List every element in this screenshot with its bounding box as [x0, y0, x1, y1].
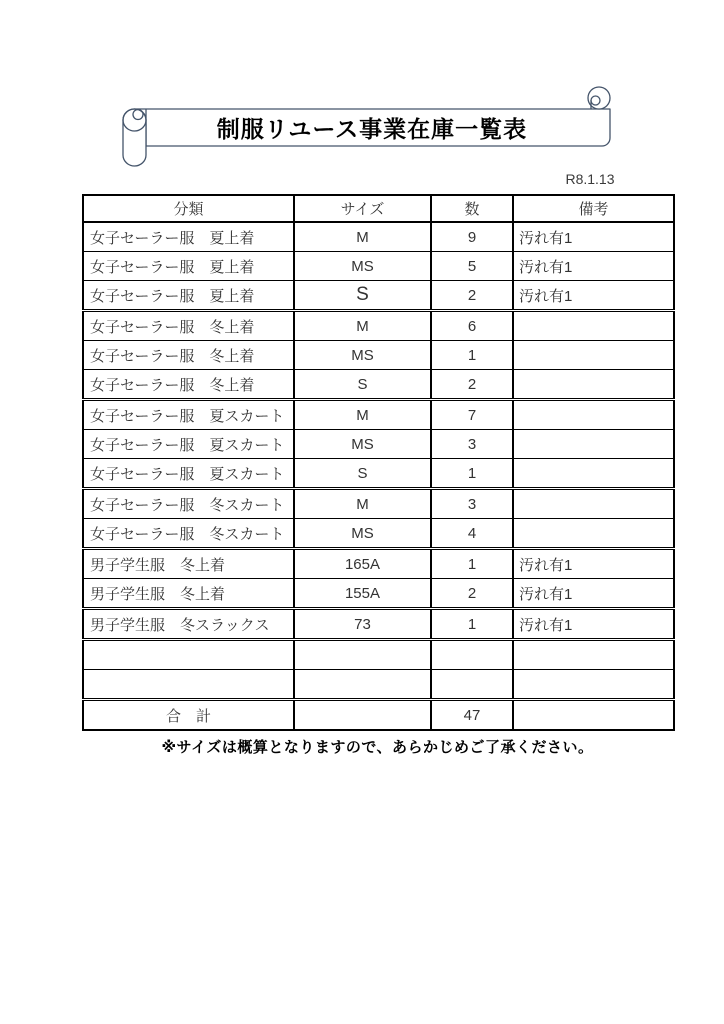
cell-size: M	[294, 489, 431, 519]
cell-category: 女子セーラー服 冬上着	[83, 370, 294, 400]
total-remark	[513, 700, 674, 731]
page-title: 制服リユース事業在庫一覧表	[216, 116, 528, 142]
header-category: 分類	[83, 195, 294, 222]
cell-count: 6	[431, 311, 513, 341]
cell-remark	[513, 489, 674, 519]
cell-remark: 汚れ有1	[513, 609, 674, 640]
header-count: 数	[431, 195, 513, 222]
cell-size	[294, 640, 431, 670]
cell-remark	[513, 370, 674, 400]
header-row	[83, 195, 674, 222]
inventory-table	[82, 194, 675, 731]
cell-count	[431, 640, 513, 670]
cell-count: 1	[431, 341, 513, 370]
cell-category: 女子セーラー服 夏スカート	[83, 459, 294, 489]
table-row	[83, 549, 674, 579]
cell-size: S	[294, 459, 431, 489]
table-row	[83, 370, 674, 400]
table-row	[83, 670, 674, 700]
title-banner	[118, 84, 618, 174]
cell-category: 女子セーラー服 夏スカート	[83, 400, 294, 430]
table-header	[83, 195, 674, 222]
cell-size: MS	[294, 252, 431, 281]
cell-remark	[513, 341, 674, 370]
table-row	[83, 579, 674, 609]
cell-size: MS	[294, 519, 431, 549]
total-size	[294, 700, 431, 731]
cell-size: 155A	[294, 579, 431, 609]
cell-category: 女子セーラー服 冬上着	[83, 311, 294, 341]
cell-remark: 汚れ有1	[513, 549, 674, 579]
cell-remark: 汚れ有1	[513, 579, 674, 609]
cell-remark: 汚れ有1	[513, 281, 674, 311]
table-row	[83, 459, 674, 489]
table-row	[83, 281, 674, 311]
table-row	[83, 341, 674, 370]
cell-count: 1	[431, 459, 513, 489]
cell-category: 女子セーラー服 夏上着	[83, 281, 294, 311]
cell-size: S	[294, 281, 431, 311]
cell-remark	[513, 311, 674, 341]
date-label: R8.1.13	[565, 171, 615, 187]
cell-category: 女子セーラー服 夏上着	[83, 252, 294, 281]
cell-size: 73	[294, 609, 431, 640]
cell-count: 2	[431, 579, 513, 609]
cell-remark: 汚れ有1	[513, 222, 674, 252]
cell-category	[83, 670, 294, 700]
cell-category: 男子学生服 冬上着	[83, 579, 294, 609]
cell-remark: 汚れ有1	[513, 252, 674, 281]
cell-category: 男子学生服 冬スラックス	[83, 609, 294, 640]
cell-category: 女子セーラー服 冬スカート	[83, 519, 294, 549]
total-row	[83, 700, 674, 731]
total-label: 合 計	[83, 700, 294, 731]
cell-size: M	[294, 222, 431, 252]
cell-count: 3	[431, 430, 513, 459]
cell-size: M	[294, 311, 431, 341]
cell-category: 女子セーラー服 冬スカート	[83, 489, 294, 519]
cell-category: 女子セーラー服 冬上着	[83, 341, 294, 370]
table-row	[83, 609, 674, 640]
table-body	[83, 222, 674, 730]
cell-count	[431, 670, 513, 700]
cell-count: 5	[431, 252, 513, 281]
cell-count: 1	[431, 549, 513, 579]
cell-remark	[513, 430, 674, 459]
cell-remark	[513, 640, 674, 670]
cell-category: 女子セーラー服 夏スカート	[83, 430, 294, 459]
cell-remark	[513, 519, 674, 549]
cell-count: 3	[431, 489, 513, 519]
table-row	[83, 430, 674, 459]
cell-size: S	[294, 370, 431, 400]
cell-count: 1	[431, 609, 513, 640]
cell-category	[83, 640, 294, 670]
cell-count: 4	[431, 519, 513, 549]
table-row	[83, 489, 674, 519]
table-row	[83, 222, 674, 252]
table-row	[83, 400, 674, 430]
cell-size: 165A	[294, 549, 431, 579]
cell-category: 男子学生服 冬上着	[83, 549, 294, 579]
header-remark: 備考	[513, 195, 674, 222]
cell-count: 2	[431, 281, 513, 311]
table-row	[83, 640, 674, 670]
cell-category: 女子セーラー服 夏上着	[83, 222, 294, 252]
cell-remark	[513, 459, 674, 489]
footnote: ※サイズは概算となりますので、あらかじめご了承ください。	[161, 739, 594, 756]
cell-size	[294, 670, 431, 700]
header-size: サイズ	[294, 195, 431, 222]
cell-count: 9	[431, 222, 513, 252]
cell-remark	[513, 400, 674, 430]
cell-size: M	[294, 400, 431, 430]
cell-count: 7	[431, 400, 513, 430]
table-row	[83, 252, 674, 281]
cell-size: MS	[294, 430, 431, 459]
cell-count: 2	[431, 370, 513, 400]
cell-size: MS	[294, 341, 431, 370]
total-count: 47	[431, 700, 513, 731]
table-row	[83, 311, 674, 341]
cell-remark	[513, 670, 674, 700]
table-row	[83, 519, 674, 549]
